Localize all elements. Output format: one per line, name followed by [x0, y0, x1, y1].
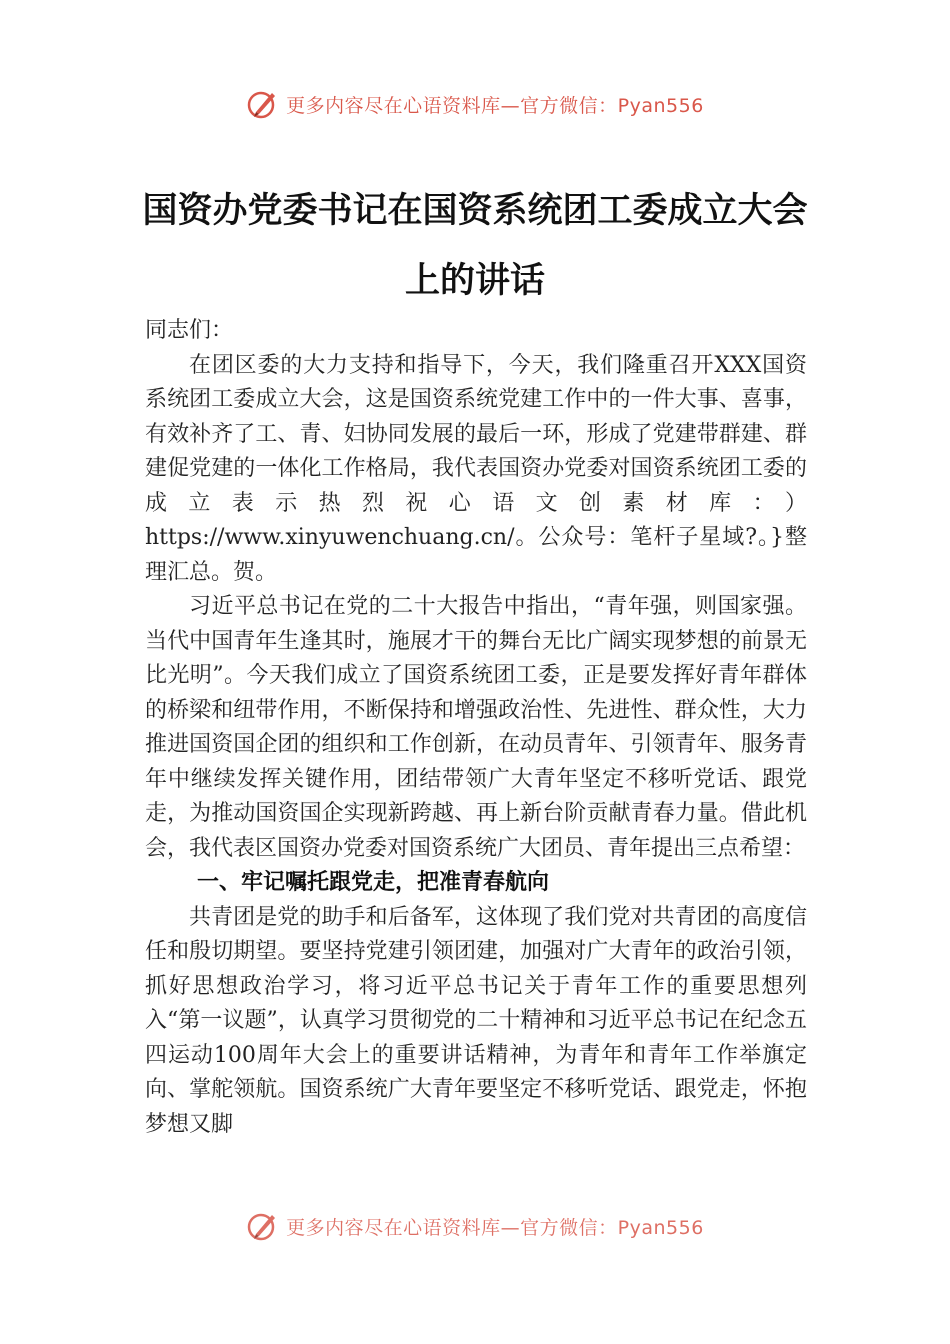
paragraph-2: 习近平总书记在党的二十大报告中指出，“青年强，则国家强。当代中国青年生逢其时，施展才干的舞台无比广阔实现梦想的前景无比光明”。今天我们成立了国资系统团工委，正是要发挥好青年群体的桥梁和纽带作用，不断保持和增强政治性、先进性、群众性，大力推进国资国企团的组织和工作创新，在动员青年、引领青年、服务青年中继续发挥关键作用，团结带领广大青年坚定不移听党话、跟党走，为推动国资国企实现新跨越、再上新台阶贡献青春力量。借此机会，我代表区国资办党委对国资系统广大团员、青年提出三点希望： — [145, 594, 807, 861]
section-heading-1: 一、牢记嘱托跟党走，把准青春航向 — [197, 870, 550, 895]
document-body — [145, 314, 807, 1142]
pen-circle-logo-icon — [246, 1209, 280, 1243]
document-title: 国资办党委书记在国资系统团工委成立大会上的讲话 — [142, 190, 808, 301]
watermark-text: 更多内容尽在心语资料库—官方微信：Pyan556 — [286, 1216, 704, 1239]
paragraph-1: 在团区委的大力支持和指导下，今天，我们隆重召开XXX国资系统团工委成立大会，这是国资系统党建工作中的一件大事、喜事，有效补齐了工、青、妇协同发展的最后一环，形成了党建带群建、群建促党建的一体化工作格局，我代表国资办党委对国资系统团工委的成立表示热烈祝心语文创素材库：）https://www.xinyuwenchuang.cn/。公众号：笔杆子星域?。}整理汇总。贺。 — [145, 352, 807, 585]
section-1-paragraph: 共青团是党的助手和后备军，这体现了我们党对共青团的高度信任和殷切期望。要坚持党建引领团建，加强对广大青年的政治引领，抓好思想政治学习，将习近平总书记关于青年工作的重要思想列入“第一议题”，认真学习贯彻党的二十精神和习近平总书记在纪念五四运动100周年大会上的重要讲话精神，为青年和青年工作举旗定向、掌舵领航。国资系统广大青年要坚定不移听党话、跟党走，怀抱梦想又脚 — [145, 904, 807, 1137]
watermark-header — [0, 86, 950, 122]
salutation: 同志们： — [145, 318, 234, 343]
pen-circle-logo-icon — [246, 87, 280, 121]
watermark-footer — [0, 1208, 950, 1244]
watermark-text: 更多内容尽在心语资料库—官方微信：Pyan556 — [286, 94, 704, 117]
